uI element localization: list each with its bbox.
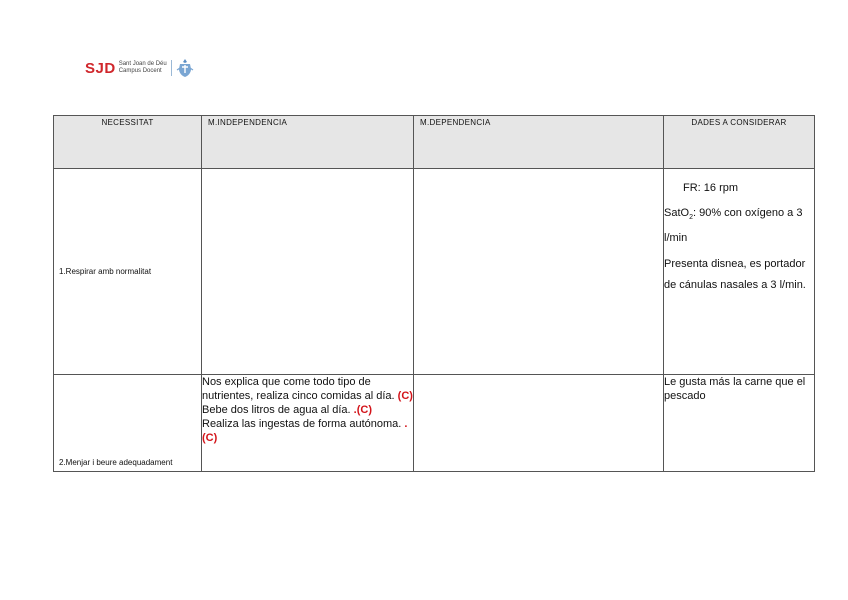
needs-table bbox=[53, 115, 815, 472]
table-row bbox=[54, 169, 815, 375]
ind-mark-3: .(C) bbox=[202, 418, 408, 444]
header-dades: DADES A CONSIDERAR bbox=[664, 116, 815, 169]
sat-prefix: SatO bbox=[664, 207, 690, 219]
logo-divider bbox=[171, 60, 172, 76]
fr-value: FR: 16 rpm bbox=[683, 182, 739, 194]
logo-name: SJD bbox=[85, 59, 116, 77]
table-header-row bbox=[54, 116, 815, 169]
dades-cell bbox=[664, 169, 815, 375]
sat-subscript: 2 bbox=[689, 214, 693, 222]
logo-line2: Campus Docent bbox=[118, 68, 162, 74]
independencia-cell bbox=[202, 169, 414, 375]
ind-mark-2: .(C) bbox=[350, 404, 372, 416]
ind-text-1: Nos explica que come todo tipo de nutrientes, realiza cinco comidas al día. bbox=[202, 376, 395, 402]
header-necessitat: NECESSITAT bbox=[54, 116, 202, 169]
ind-mark-1: (C) bbox=[394, 390, 413, 402]
dependencia-cell bbox=[414, 375, 664, 472]
disnea-note: Presenta disnea, es portador de cánulas nasales a 3 l/min. bbox=[664, 258, 806, 292]
necessitat-cell: 2.Menjar i beure adequadament bbox=[54, 375, 202, 472]
sat-value bbox=[664, 203, 814, 249]
header-dependencia: M.DEPENDENCIA bbox=[414, 116, 664, 169]
ind-text-3: Realiza las ingestas de forma autónoma. bbox=[202, 418, 402, 430]
ind-text-2: Bebe dos litros de agua al día. bbox=[202, 404, 351, 416]
logo-line1: Sant Joan de Déu bbox=[118, 61, 167, 67]
header-independencia: M.INDEPENDENCIA bbox=[202, 116, 414, 169]
dependencia-cell bbox=[414, 169, 664, 375]
independencia-cell bbox=[202, 375, 414, 472]
sjd-logo bbox=[85, 57, 194, 79]
necessitat-cell: 1.Respirar amb normalitat bbox=[54, 169, 202, 375]
dades-cell: Le gusta más la carne que el pescado bbox=[664, 375, 815, 472]
shield-emblem-icon bbox=[176, 58, 194, 78]
logo-subtitle bbox=[119, 61, 167, 75]
table-row bbox=[54, 375, 815, 472]
sat-rest: : 90% con oxígeno a 3 l/min bbox=[664, 207, 803, 245]
